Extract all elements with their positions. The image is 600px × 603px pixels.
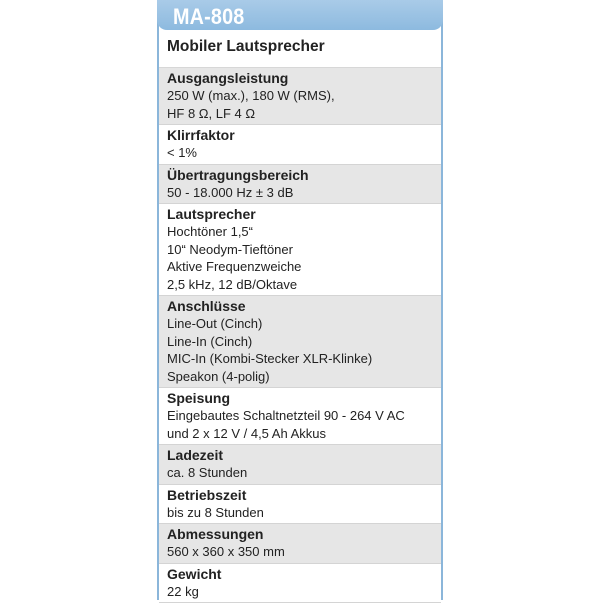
spec-row-betriebszeit [159, 485, 441, 525]
spec-label: Ausgangsleistung [167, 70, 441, 87]
spec-value: 560 x 360 x 350 mm [167, 543, 441, 561]
spec-value: Line-Out (Cinch) [167, 315, 441, 333]
spec-value: < 1% [167, 144, 441, 162]
spec-row-anschluesse [159, 296, 441, 388]
spec-value: 2,5 kHz, 12 dB/Oktave [167, 276, 441, 294]
spec-row-ausgangsleistung [159, 68, 441, 125]
spec-sheet [157, 0, 443, 600]
spec-value: ca. 8 Stunden [167, 464, 441, 482]
spec-value: Speakon (4-polig) [167, 368, 441, 386]
spec-value: MIC-In (Kombi-Stecker XLR-Klinke) [167, 350, 441, 368]
header-banner [157, 0, 443, 30]
spec-value: HF 8 Ω, LF 4 Ω [167, 105, 441, 123]
spec-value: 22 kg [167, 583, 441, 601]
spec-row-klirrfaktor [159, 125, 441, 165]
spec-row-gewicht [159, 564, 441, 603]
product-subtitle: Mobiler Lautsprecher [159, 30, 441, 68]
spec-value: 250 W (max.), 180 W (RMS), [167, 87, 441, 105]
spec-label: Klirrfaktor [167, 127, 441, 144]
spec-value: und 2 x 12 V / 4,5 Ah Akkus [167, 425, 441, 443]
spec-label: Ladezeit [167, 447, 441, 464]
spec-row-abmessungen [159, 524, 441, 564]
spec-list [159, 68, 441, 603]
spec-value: bis zu 8 Stunden [167, 504, 441, 522]
spec-value: 10“ Neodym-Tieftöner [167, 241, 441, 259]
spec-label: Gewicht [167, 566, 441, 583]
spec-value: Hochtöner 1,5“ [167, 223, 441, 241]
spec-label: Lautsprecher [167, 206, 441, 223]
spec-row-ladezeit [159, 445, 441, 485]
product-title: MA-808 [173, 4, 245, 30]
spec-label: Anschlüsse [167, 298, 441, 315]
spec-row-uebertragungsbereich [159, 165, 441, 205]
spec-label: Abmessungen [167, 526, 441, 543]
spec-value: Aktive Frequenzweiche [167, 258, 441, 276]
spec-value: 50 - 18.000 Hz ± 3 dB [167, 184, 441, 202]
spec-label: Speisung [167, 390, 441, 407]
spec-value: Eingebautes Schaltnetzteil 90 - 264 V AC [167, 407, 441, 425]
spec-label: Übertragungsbereich [167, 167, 441, 184]
spec-row-speisung [159, 388, 441, 445]
spec-value: Line-In (Cinch) [167, 333, 441, 351]
spec-label: Betriebszeit [167, 487, 441, 504]
spec-row-lautsprecher [159, 204, 441, 296]
